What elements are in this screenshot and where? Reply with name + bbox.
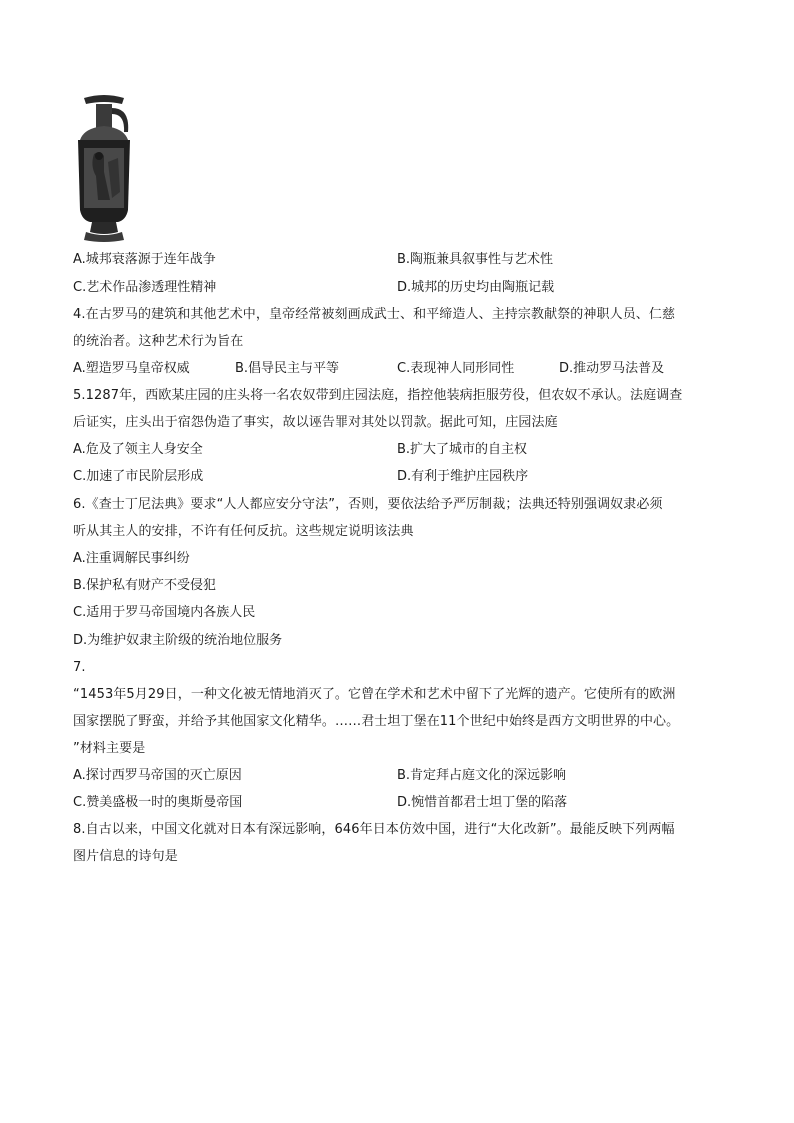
q7-stem-line2: 国家摆脱了野蛮，并给予其他国家文化精华。……君士坦丁堡在11个世纪中始终是西方文明世界的中心。 [73, 714, 680, 729]
q7-option-d: D.惋惜首都君士坦丁堡的陷落 [397, 795, 568, 810]
q8-stem-line2: 图片信息的诗句是 [73, 849, 178, 864]
q7-stem-line3: ”材料主要是 [73, 741, 146, 756]
q4-stem-line1: 4.在古罗马的建筑和其他艺术中，皇帝经常被刻画成武士、和平缔造人、主持宗教献祭的神职人员、仁慈 [73, 307, 676, 322]
q3-option-c: C.艺术作品渗透理性精神 [73, 280, 217, 295]
lekythos-vase-icon [70, 92, 138, 244]
q5-option-d: D.有利于维护庄园秩序 [397, 469, 529, 484]
q4-option-c: C.表现神人同形同性 [397, 361, 515, 376]
q3-option-d: D.城邦的历史均由陶瓶记载 [397, 280, 555, 295]
q5-option-a: A.危及了领主人身安全 [73, 442, 203, 457]
q7-option-a: A.探讨西罗马帝国的灭亡原因 [73, 768, 242, 783]
q8-stem-line1: 8.自古以来，中国文化就对日本有深远影响，646年日本仿效中国，进行“大化改新”。最能反映下列两幅 [73, 822, 675, 837]
q5-stem-line1: 5.1287年，西欧某庄园的庄头将一名农奴带到庄园法庭，指控他装病拒服劳役，但农奴不承认。法庭调查 [73, 388, 683, 403]
q4-stem-line2: 的统治者。这种艺术行为旨在 [73, 334, 244, 349]
q4-option-d: D.推动罗马法普及 [559, 361, 665, 376]
q6-option-d: D.为维护奴隶主阶级的统治地位服务 [73, 633, 283, 648]
q6-stem-line2: 听从其主人的安排，不许有任何反抗。这些规定说明该法典 [73, 524, 414, 539]
q5-stem-line2: 后证实，庄头出于宿怨伪造了事实，故以诬告罪对其处以罚款。据此可知，庄园法庭 [73, 415, 558, 430]
q6-option-b: B.保护私有财产不受侵犯 [73, 578, 217, 593]
q7-number: 7. [73, 660, 86, 675]
q5-option-c: C.加速了市民阶层形成 [73, 469, 204, 484]
q6-option-c: C.适用于罗马帝国境内各族人民 [73, 605, 256, 620]
q5-option-b: B.扩大了城市的自主权 [397, 442, 528, 457]
q6-stem-line1: 6.《查士丁尼法典》要求“人人都应安分守法”，否则，要依法给予严厉制裁；法典还特别强调奴隶必须 [73, 497, 663, 512]
q7-option-c: C.赞美盛极一时的奥斯曼帝国 [73, 795, 243, 810]
q7-stem-line1: “1453年5月29日，一种文化被无情地消灭了。它曾在学术和艺术中留下了光辉的遗产。它使所有的欧洲 [73, 687, 676, 702]
q6-option-a: A.注重调解民事纠纷 [73, 551, 190, 566]
q4-option-b: B.倡导民主与平等 [235, 361, 340, 376]
q3-option-a: A.城邦衰落源于连年战争 [73, 252, 216, 267]
q4-option-a: A.塑造罗马皇帝权威 [73, 361, 190, 376]
q3-option-b: B.陶瓶兼具叙事性与艺术性 [397, 252, 554, 267]
q7-option-b: B.肯定拜占庭文化的深远影响 [397, 768, 567, 783]
